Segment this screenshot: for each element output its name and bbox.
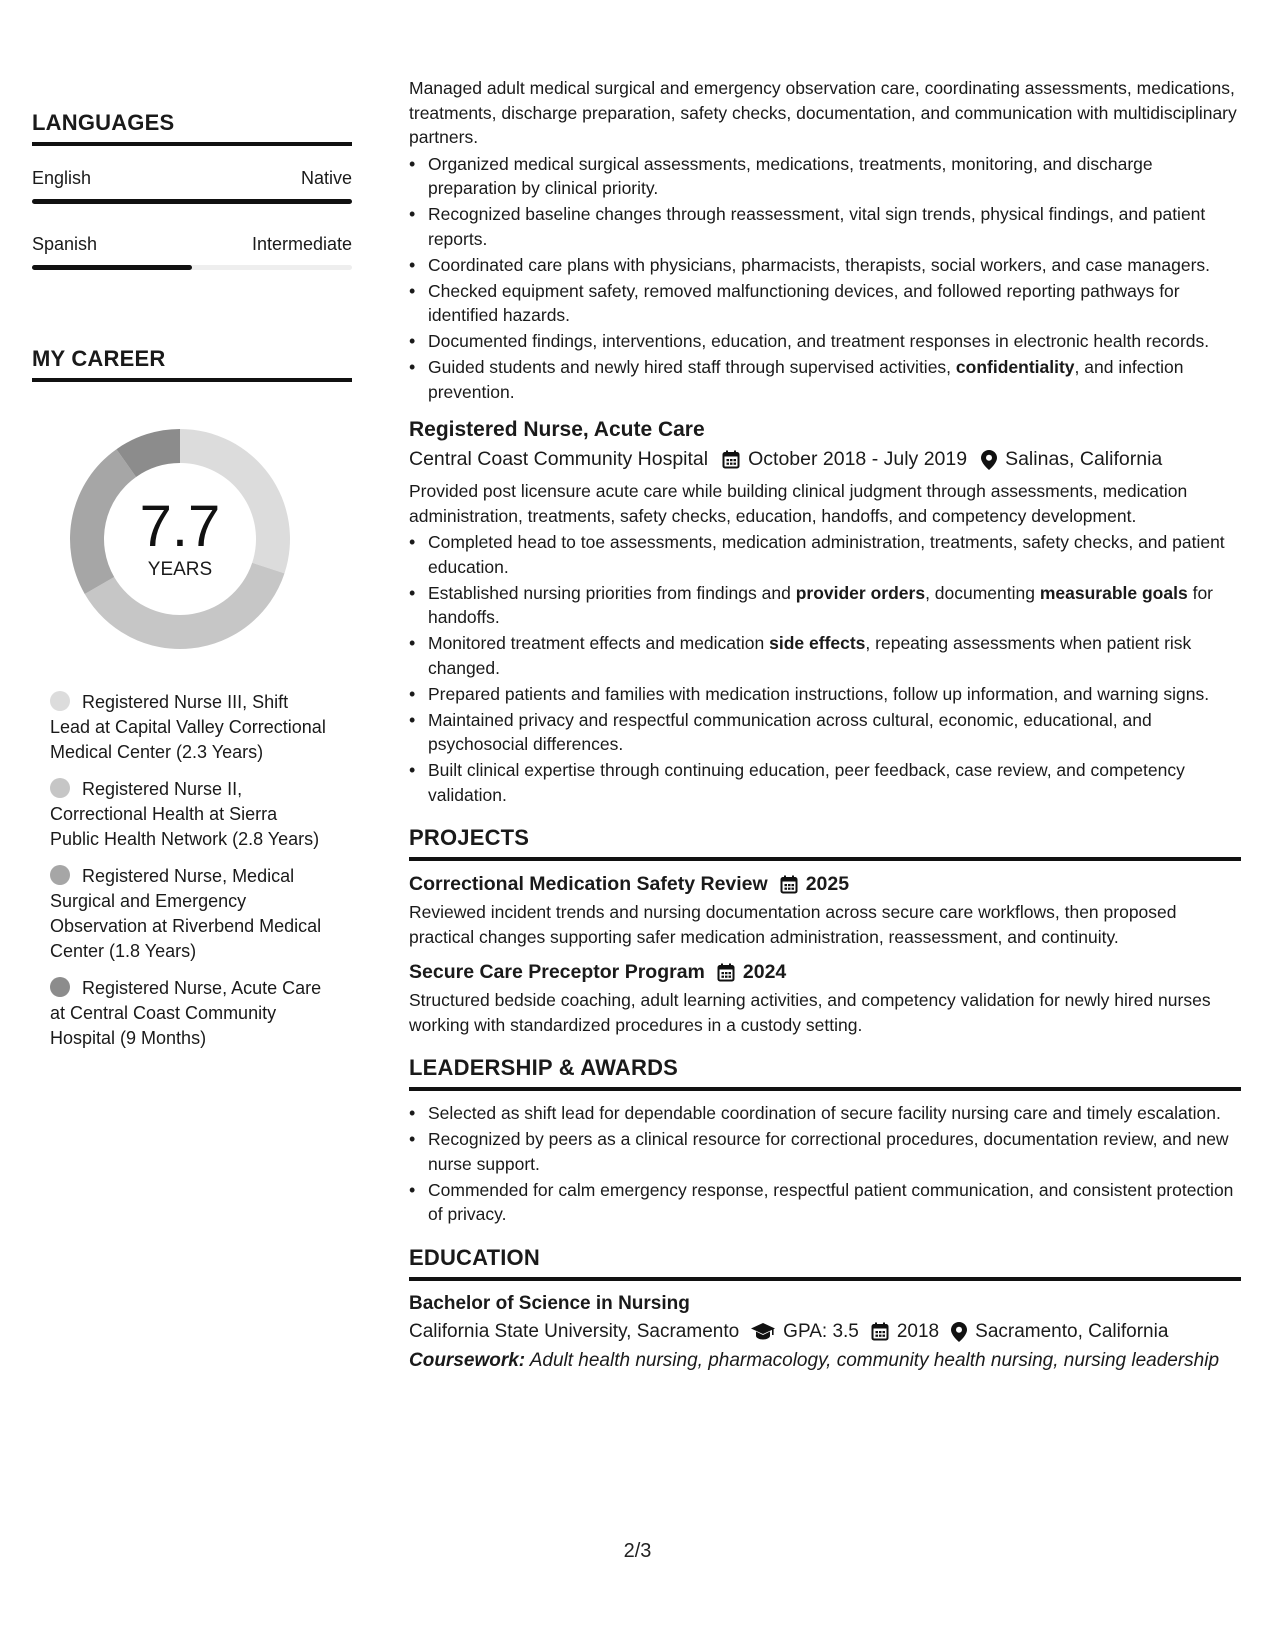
- list-item: • Maintained privacy and respectful communication across cultural, economic, educational, and psychosocial differences.: [409, 708, 1241, 757]
- legend-dot-icon: [50, 865, 70, 885]
- education-title: EDUCATION: [409, 1245, 1241, 1281]
- career-total: 7.7: [139, 494, 221, 559]
- graduation-year: 2018: [896, 1320, 940, 1342]
- project-description: Structured bedside coaching, adult learning activities, and competency validation for newly hired nurses working with standardized procedures in a custody setting.: [409, 990, 1211, 1035]
- location-pin-icon: [951, 1322, 967, 1342]
- project-year: 2024: [742, 961, 787, 983]
- school: California State University, Sacramento: [409, 1320, 740, 1342]
- page-number: 2/3: [623, 1540, 652, 1562]
- career-donut: [65, 424, 295, 654]
- list-item: • Commended for calm emergency response, respectful patient communication, and consistent protection of privacy.: [409, 1178, 1241, 1227]
- list-item: • Organized medical surgical assessments, medications, treatments, monitoring, and discharge preparation by clinical priority.: [409, 152, 1241, 201]
- location-pin-icon: [981, 450, 997, 470]
- project-year: 2025: [805, 873, 850, 895]
- calendar-icon: [722, 450, 740, 469]
- job-bullets: [409, 152, 1241, 405]
- career-unit: YEARS: [147, 559, 213, 580]
- career-item: Registered Nurse, Medical Surgical and Emergency Observation at Riverbend Medical Center (1.8 Years): [50, 866, 322, 961]
- career-item: Registered Nurse, Acute Care at Central Coast Community Hospital (9 Months): [50, 978, 322, 1048]
- job-title: Registered Nurse, Acute Care: [409, 418, 705, 441]
- project-title: Correctional Medication Safety Review 2025: [409, 873, 850, 895]
- degree: Bachelor of Science in Nursing: [409, 1292, 690, 1314]
- calendar-icon: [871, 1322, 889, 1341]
- language-name: Spanish: [32, 234, 98, 254]
- list-item: • Selected as shift lead for dependable coordination of secure facility nursing care and timely escalation.: [409, 1101, 1241, 1126]
- employer: Central Coast Community Hospital: [409, 448, 709, 470]
- languages-title: LANGUAGES: [32, 110, 352, 146]
- language-spanish: [32, 234, 352, 270]
- language-level: Intermediate: [251, 234, 352, 254]
- language-name: English: [32, 168, 92, 188]
- project-description: Reviewed incident trends and nursing documentation across secure care workflows, then proposed practical changes supporting safer medication administration, reassessment, and continuity.: [409, 902, 1177, 947]
- legend-dot-icon: [50, 778, 70, 798]
- projects-title: PROJECTS: [409, 825, 1241, 861]
- language-bar-fill: [32, 265, 192, 270]
- legend-dot-icon: [50, 977, 70, 997]
- job-bullets: [409, 530, 1241, 807]
- calendar-icon: [717, 963, 735, 982]
- list-item: • Documented findings, interventions, education, and treatment responses in electronic health records.: [409, 329, 1241, 354]
- list-item: • Recognized baseline changes through reassessment, vital sign trends, physical findings, and patient reports.: [409, 202, 1241, 251]
- right-column: [409, 0, 1241, 1373]
- school-location: Sacramento, California: [975, 1320, 1169, 1342]
- language-english: [32, 168, 352, 204]
- job-summary: Provided post licensure acute care while building clinical judgment through assessments, medication administration, treatments, safety checks, education, handoffs, and competency development.: [409, 481, 1188, 526]
- job-summary: Managed adult medical surgical and emergency observation care, coordinating assessments, medications, treatments, discharge preparation, safety checks, documentation, and communication with multidisciplinary partners.: [409, 78, 1237, 147]
- leadership-title: LEADERSHIP & AWARDS: [409, 1055, 1241, 1091]
- career-item: Registered Nurse II, Correctional Health at Sierra Public Health Network (2.8 Years): [50, 779, 320, 849]
- coursework: Coursework: Adult health nursing, pharmacology, community health nursing, nursing leadership: [409, 1349, 1220, 1371]
- left-column: [32, 0, 352, 1063]
- job-dates: October 2018 - July 2019: [748, 448, 968, 470]
- language-bar: [32, 265, 352, 270]
- list-item: • Built clinical expertise through continuing education, peer feedback, case review, and competency validation.: [409, 758, 1241, 807]
- list-item: • Coordinated care plans with physicians, pharmacists, therapists, social workers, and case managers.: [409, 253, 1241, 278]
- language-level: Native: [300, 168, 352, 188]
- language-bar: [32, 199, 352, 204]
- project-title: Secure Care Preceptor Program 2024: [409, 961, 787, 983]
- language-bar-fill: [32, 199, 352, 204]
- career-title: MY CAREER: [32, 346, 352, 382]
- list-item: • Completed head to toe assessments, medication administration, treatments, safety checks, and patient education.: [409, 530, 1241, 579]
- career-item: Registered Nurse III, Shift Lead at Capital Valley Correctional Medical Center (2.3 Years): [50, 692, 326, 762]
- career-legend: [50, 690, 330, 1051]
- gpa: GPA: 3.5: [783, 1320, 859, 1342]
- job-meta: [409, 448, 1241, 471]
- list-item: • Checked equipment safety, removed malfunctioning devices, and followed reporting pathways for identified hazards.: [409, 279, 1241, 328]
- legend-dot-icon: [50, 691, 70, 711]
- list-item: • Recognized by peers as a clinical resource for correctional procedures, documentation review, and new nurse support.: [409, 1127, 1241, 1176]
- list-item: • Prepared patients and families with medication instructions, follow up information, and warning signs.: [409, 682, 1241, 707]
- list-item: • Established nursing priorities from findings and provider orders, documenting measurable goals for handoffs.: [409, 581, 1241, 630]
- education-meta: [409, 1321, 1241, 1343]
- calendar-icon: [780, 875, 798, 894]
- graduation-cap-icon: [751, 1323, 775, 1340]
- list-item: • Guided students and newly hired staff through supervised activities, confidentiality, and infection prevention.: [409, 355, 1241, 404]
- list-item: • Monitored treatment effects and medication side effects, repeating assessments when patient risk changed.: [409, 631, 1241, 680]
- job-location: Salinas, California: [1005, 448, 1163, 470]
- leadership-list: [409, 1101, 1241, 1227]
